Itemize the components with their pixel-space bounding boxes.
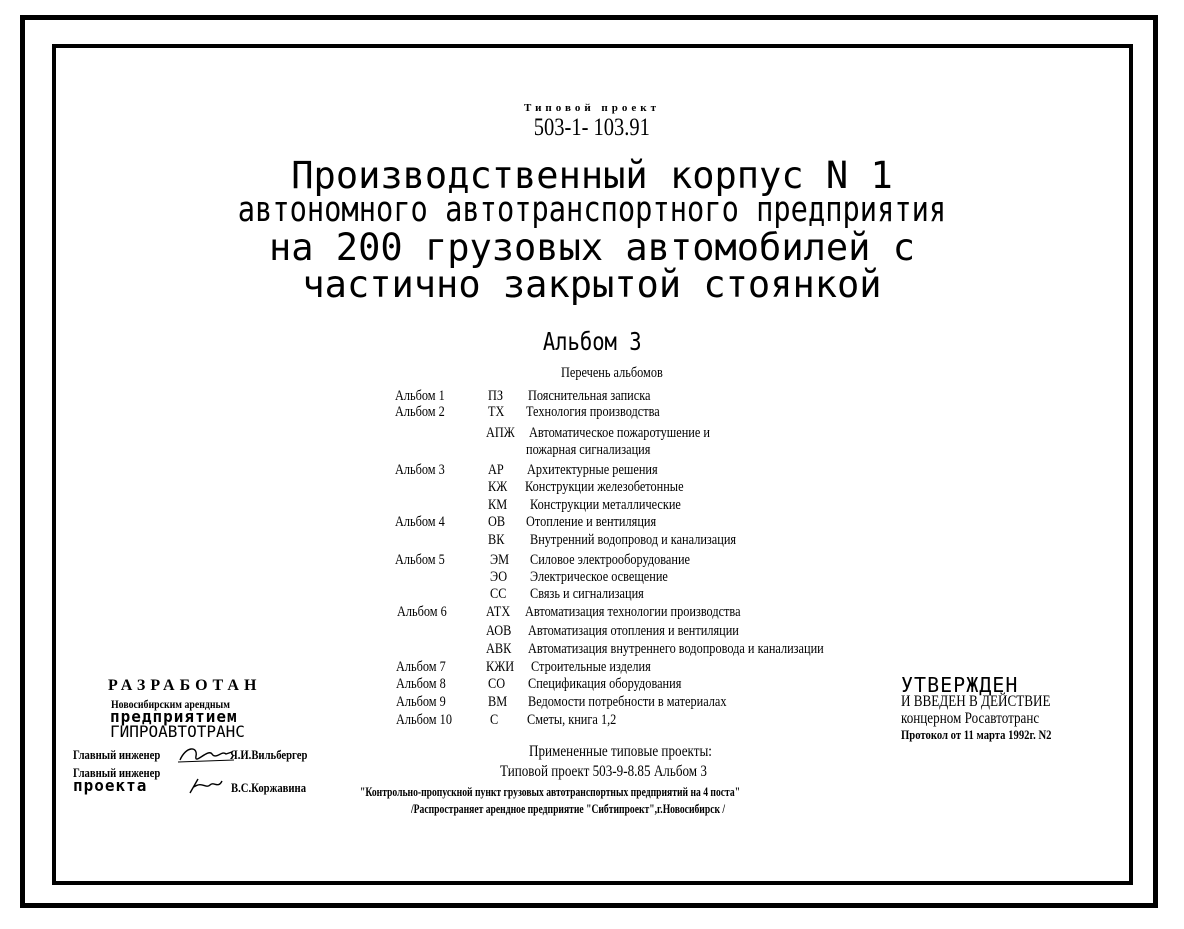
chief-engineer-label: Главный инженер — [73, 747, 161, 762]
album-row-label: Альбом 7 — [396, 659, 446, 675]
album-row-code: АВК — [486, 641, 512, 657]
album-row-name: Архитектурные решения — [527, 462, 658, 478]
applied-line-1 — [500, 764, 752, 780]
album-row-name: Отопление и вентиляция — [526, 514, 657, 530]
album-row-label: Альбом 8 — [396, 676, 446, 692]
developer-line-2-text: предприятием — [110, 707, 238, 726]
title-line-3-text: на 200 грузовых автомобилей с — [268, 226, 915, 269]
album-row-code: АОВ — [486, 623, 512, 639]
title-line-2-text: автономного автотранспортного предприятия — [237, 190, 947, 230]
albums-heading-text: Перечень альбомов — [561, 365, 663, 381]
approved-line-1 — [901, 694, 1083, 710]
project-engineer-name — [231, 781, 323, 794]
album-row-label: Альбом 3 — [395, 462, 445, 478]
album-row-name: Ведомости потребности в материалах — [528, 694, 727, 710]
applied-line-2-text: "Контрольно-пропускной пункт грузовых автотранспортных предприятий на 4 поста" — [360, 784, 741, 799]
album-row-name: Сметы, книга 1,2 — [527, 712, 617, 728]
developer-line-1-text: Новосибирским арендным — [111, 697, 230, 711]
album-row-name: Электрическое освещение — [530, 569, 668, 585]
album-row-label: Альбом 5 — [395, 552, 445, 568]
album-row-name: Силовое электрооборудование — [530, 552, 690, 568]
project-engineer-name-text: В.С.Коржавина — [231, 780, 307, 795]
album-row-name: Внутренний водопровод и канализация — [530, 532, 737, 548]
album-row-code: ОВ — [488, 514, 506, 530]
applied-line-3 — [411, 802, 835, 815]
approved-heading-text: УТВЕРЖДЕН — [901, 673, 1019, 697]
album-row-name: Автоматизация отопления и вентиляции — [528, 623, 739, 639]
approved-line-2-text: концерном Росавтотранс — [901, 710, 1040, 727]
album-row-code: ВК — [488, 532, 505, 548]
album-row-code: АТХ — [486, 604, 511, 620]
chief-engineer-name-text: Я.И.Вильбергер — [230, 747, 308, 762]
chief-engineer-row — [73, 748, 180, 761]
applied-heading-text: Примененные типовые проекты: — [529, 743, 712, 760]
album-row-code: ТХ — [488, 404, 505, 420]
album-row-label: Альбом 1 — [395, 388, 445, 404]
title-line-1-text: Производственный корпус N 1 — [291, 154, 893, 197]
album-row-code: КЖИ — [486, 659, 515, 675]
project-kicker: Типовой проект — [524, 102, 660, 114]
title-line-4 — [0, 263, 1184, 306]
album-number — [0, 327, 1184, 356]
album-row-code: АПЖ — [486, 425, 515, 441]
project-engineer-label-1-text: Главный инженер — [73, 765, 161, 780]
project-engineer-label-2 — [73, 778, 147, 795]
album-row-name: Автоматическое пожаротушение и — [529, 425, 711, 441]
applied-line-1-text: Типовой проект 503-9-8.85 Альбом 3 — [500, 763, 707, 780]
album-row-code: ЭО — [490, 569, 508, 585]
applied-line-3-text: /Распространяет арендное предприятие "Сибтипроект",г.Новосибирск / — [411, 801, 726, 816]
album-row-label: Альбом 2 — [395, 404, 445, 420]
album-row-name: Автоматизация технологии производства — [525, 604, 741, 620]
album-row-label: Альбом 10 — [396, 712, 452, 728]
album-row-code: СС — [490, 586, 507, 602]
chief-signature-icon — [176, 744, 236, 766]
album-row-code: КЖ — [488, 479, 508, 495]
album-row-label: Альбом 6 — [397, 604, 447, 620]
title-line-2 — [0, 190, 1184, 230]
project-number: 503-1- 103.91 — [533, 114, 651, 141]
album-row-name: Технология производства — [526, 404, 660, 420]
album-row-name: Связь и сигнализация — [530, 586, 644, 602]
album-row-name: пожарная сигнализация — [526, 442, 651, 458]
applied-heading — [529, 744, 752, 760]
album-row-code: С — [490, 712, 499, 728]
applied-line-2 — [360, 785, 874, 798]
album-row-code: КМ — [488, 497, 508, 513]
album-row-label: Альбом 9 — [396, 694, 446, 710]
album-row-code: АР — [488, 462, 504, 478]
developer-heading: РАЗРАБОТАН — [108, 677, 262, 694]
album-row-name: Автоматизация внутреннего водопровода и канализации — [528, 641, 824, 657]
album-row-name: Конструкции металлические — [530, 497, 681, 513]
developer-line-3-text: ГИПРОАВТОТРАНС — [110, 722, 245, 741]
album-row-name: Конструкции железобетонные — [525, 479, 684, 495]
developer-line-3 — [110, 724, 245, 741]
title-line-4-text: частично закрытой стоянкой — [302, 263, 882, 306]
albums-heading — [561, 366, 685, 381]
project-number-wrap — [0, 114, 1184, 142]
album-row-name: Пояснительная записка — [528, 388, 651, 404]
chief-engineer-name — [230, 748, 324, 761]
album-row-code: СО — [488, 676, 506, 692]
album-row-code: ВМ — [488, 694, 508, 710]
album-row-code: ЭМ — [490, 552, 510, 568]
approved-line-1-text: И ВВЕДЕН В ДЕЙСТВИЕ — [901, 693, 1051, 710]
approved-line-3-text: Протокол от 11 марта 1992г. N2 — [901, 727, 1052, 742]
approved-line-2 — [901, 711, 1070, 727]
album-number-text: Альбом 3 — [542, 327, 642, 356]
album-row-name: Спецификация оборудования — [528, 676, 682, 692]
album-row-code: ПЗ — [488, 388, 504, 404]
approved-line-3 — [901, 728, 1085, 741]
project-engineer-label-2-text: проекта — [73, 776, 148, 795]
album-row-label: Альбом 4 — [395, 514, 445, 530]
project-signature-icon — [184, 775, 228, 797]
album-row-name: Строительные изделия — [531, 659, 651, 675]
